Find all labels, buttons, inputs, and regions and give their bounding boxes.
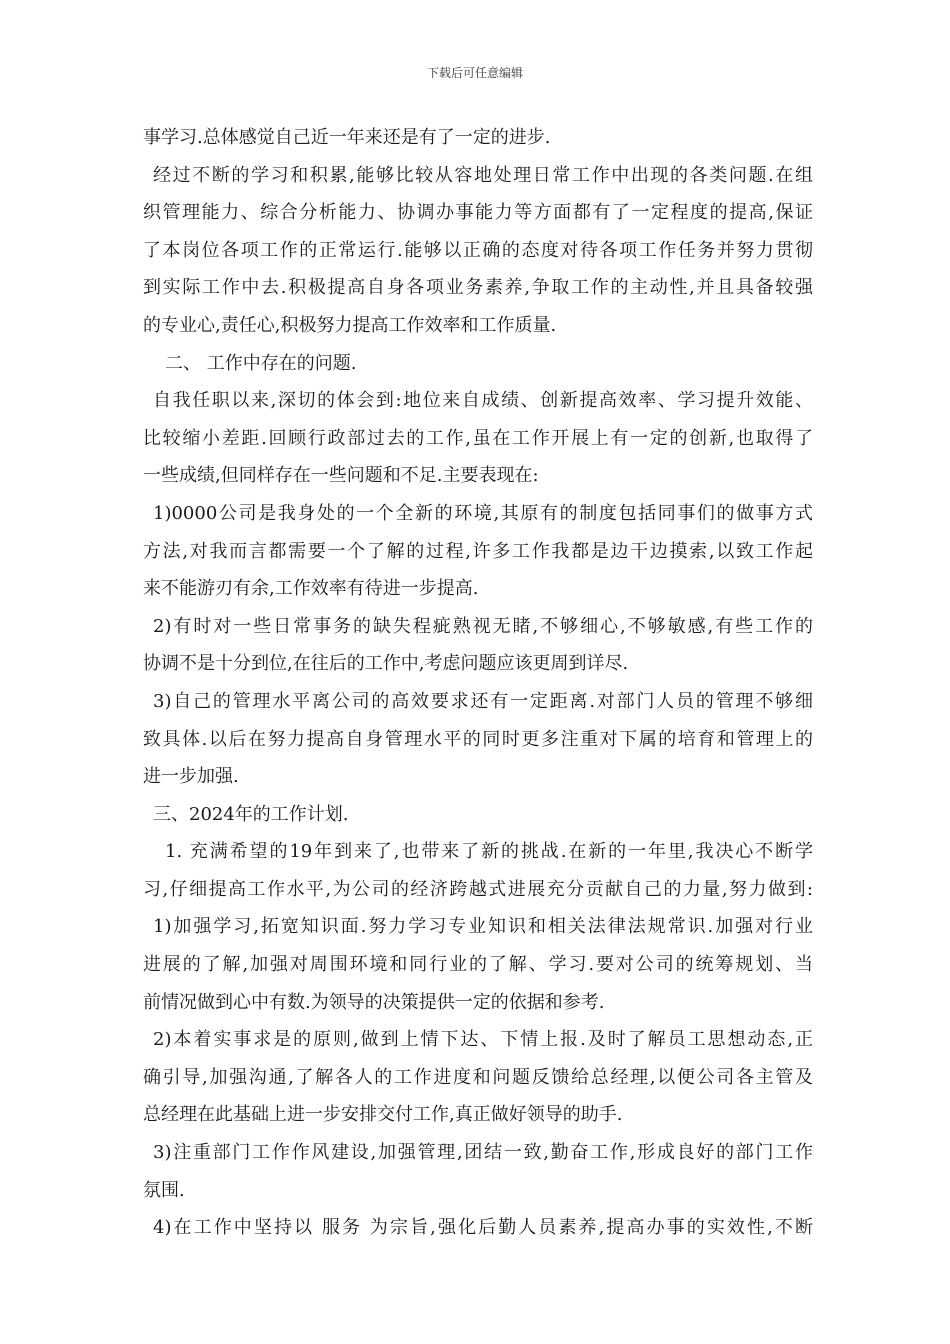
text-line: 的专业心,责任心,积极努力提高工作效率和工作质量. [143,314,557,336]
text-line: 4)在工作中坚持以 服务 为宗旨,强化后勤人员素养,提高办事的实效性,不断 [153,1217,813,1239]
text-line: 进一步加强. [143,766,239,788]
text-line: 来不能游刃有余,工作效率有待进一步提高. [143,578,479,600]
text-line: 协调不是十分到位,在往后的工作中,考虑问题应该更周到详尽. [143,653,629,675]
text-line: 二、 工作中存在的问题. [165,352,357,374]
text-line: 方法,对我而言都需要一个了解的过程,许多工作我都是边干边摸索,以致工作起 [143,540,813,562]
text-line: 1)0000公司是我身处的一个全新的环境,其原有的制度包括同事们的做事方式 [153,502,813,524]
text-line: 进展的了解,加强对周围环境和同行业的了解、学习.要对公司的统筹规划、当 [143,954,813,976]
text-line: 经过不断的学习和积累,能够比较从容地处理日常工作中出现的各类问题.在组 [153,164,813,186]
document-body [143,119,813,1247]
text-line: 自我任职以来,深切的体会到:地位来自成绩、创新提高效率、学习提升效能、 [153,390,813,412]
text-line: 一些成绩,但同样存在一些问题和不足.主要表现在: [143,465,539,487]
text-line: 2)本着实事求是的原则,做到上情下达、下情上报.及时了解员工思想动态,正 [153,1029,813,1051]
text-line: 致具体.以后在努力提高自身管理水平的同时更多注重对下属的培育和管理上的 [143,728,813,750]
text-line: 织管理能力、综合分析能力、协调办事能力等方面都有了一定程度的提高,保证 [143,202,813,224]
text-line: 三、2024年的工作计划. [153,803,349,825]
text-line: 到实际工作中去.积极提高自身各项业务素养,争取工作的主动性,并且具备较强 [143,277,813,299]
text-line: 1. 充满希望的19年到来了,也带来了新的挑战.在新的一年里,我决心不断学 [165,841,813,863]
text-line: 氛围. [143,1179,185,1201]
text-line: 1)加强学习,拓宽知识面.努力学习专业知识和相关法律法规常识.加强对行业 [153,916,813,938]
text-line: 3)自己的管理水平离公司的高效要求还有一定距离.对部门人员的管理不够细 [153,690,813,712]
text-line: 总经理在此基础上进一步安排交付工作,真正做好领导的助手. [143,1104,623,1126]
page-header: 下载后可任意编辑 [426,66,523,80]
text-line: 事学习.总体感觉自己近一年来还是有了一定的进步. [143,127,551,148]
text-line: 2)有时对一些日常事务的缺失程疵熟视无睹,不够细心,不够敏感,有些工作的 [153,615,813,637]
text-line: 了本岗位各项工作的正常运行.能够以正确的态度对待各项工作任务并努力贯彻 [143,239,813,261]
text-line: 3)注重部门工作作风建设,加强管理,团结一致,勤奋工作,形成良好的部门工作 [153,1142,813,1164]
text-line: 前情况做到心中有数.为领导的决策提供一定的依据和参考. [143,991,605,1013]
text-line: 习,仔细提高工作水平,为公司的经济跨越式进展充分贡献自己的力量,努力做到: [143,878,813,900]
text-line: 比较缩小差距.回顾行政部过去的工作,虽在工作开展上有一定的创新,也取得了 [143,427,813,449]
text-line: 确引导,加强沟通,了解各人的工作进度和问题反馈给总经理,以便公司各主管及 [143,1066,813,1088]
